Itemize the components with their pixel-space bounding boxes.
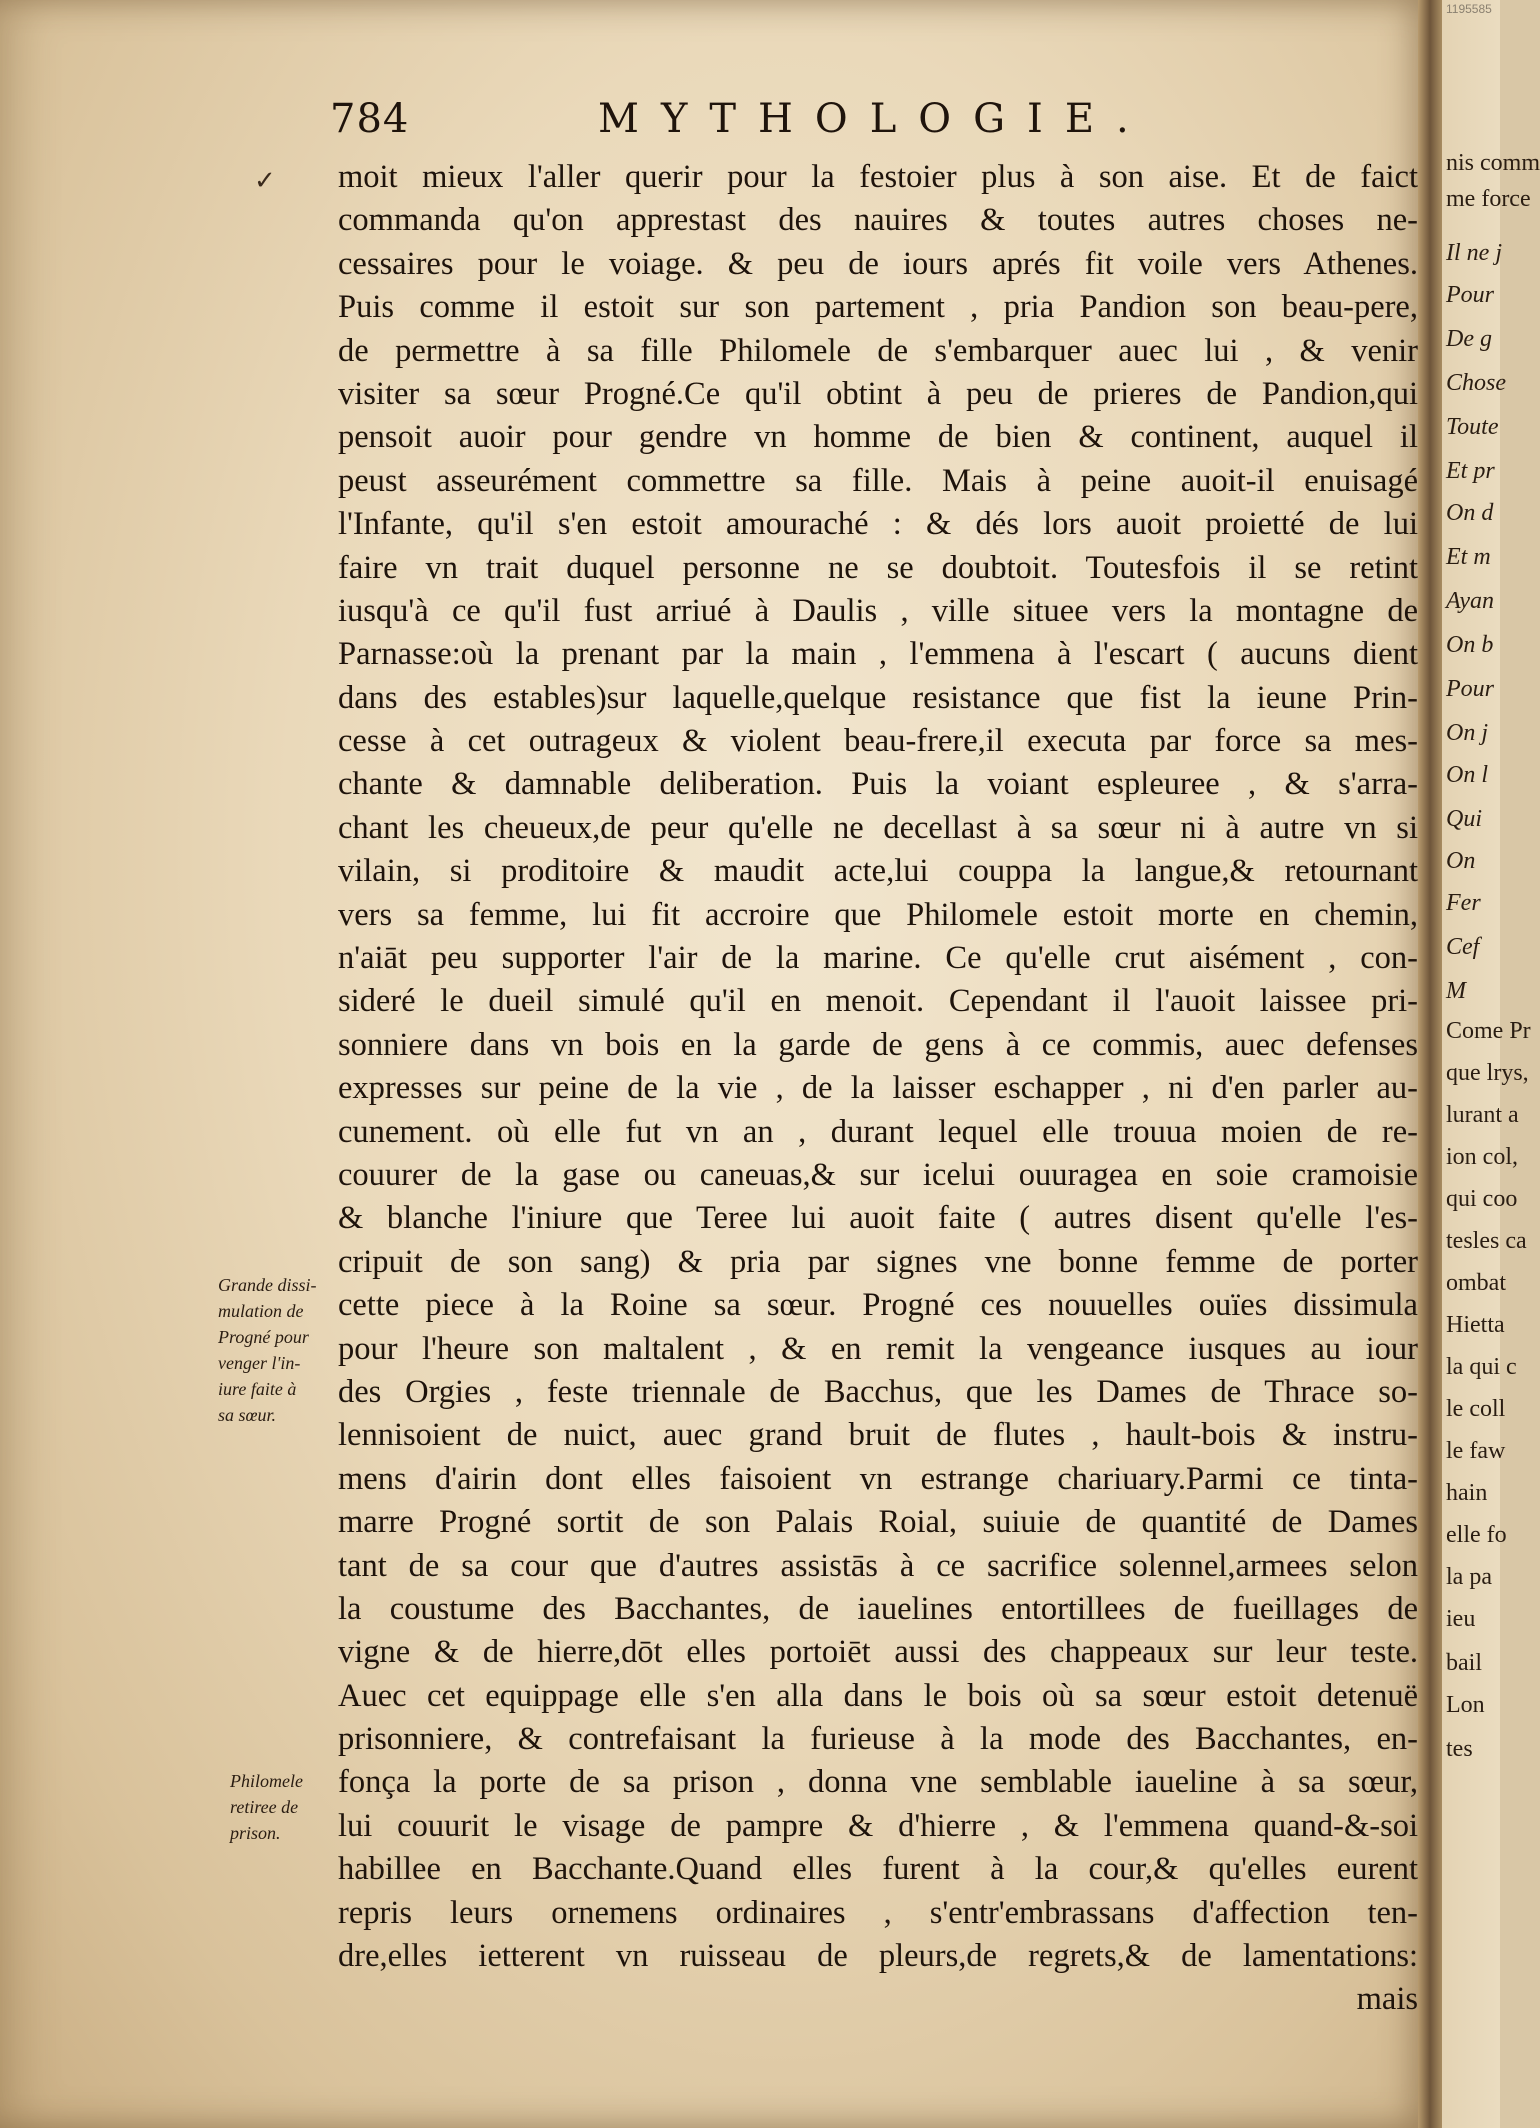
text-line: couurer de la gase ou caneuas,& sur icelui ouuragea en soie cramoisie xyxy=(338,1156,1418,1193)
text-line: pensoit auoir pour gendre vn homme de bien & continent, auquel il xyxy=(338,419,1418,456)
text-line: marre Progné sortit de son Palais Roial, suiuie de quantité de Dames xyxy=(338,1504,1418,1541)
text-line: de permettre à sa fille Philomele de s'embarquer auec lui , & venir xyxy=(338,332,1418,369)
text-line: faire vn trait duquel personne ne se doubtoit. Toutesfois il se retint xyxy=(338,549,1418,586)
text-line: dre,elles ietterent vn ruisseau de pleurs,de regrets,& de lamentations: xyxy=(338,1938,1418,1975)
text-line: prisonniere, & contrefaisant la furieuse à la mode des Bacchantes, en- xyxy=(338,1721,1418,1758)
facing-page-fragment: la pa xyxy=(1446,1564,1492,1590)
text-line: Puis comme il estoit sur son partement , pria Pandion son beau-pere, xyxy=(338,289,1418,326)
body-text xyxy=(338,156,1418,2022)
text-line: & blanche l'iniure que Teree lui auoit faite ( autres disent qu'elle l'es- xyxy=(338,1200,1418,1237)
facing-page-fragment: elle fo xyxy=(1446,1522,1507,1548)
margin-note-line: venger l'in- xyxy=(218,1353,301,1373)
text-line: n'aiāt peu supporter l'air de la marine. Ce qu'elle crut aisément , con- xyxy=(338,940,1418,977)
facing-page-fragment: Toute xyxy=(1446,414,1499,440)
text-line: vigne & de hierre,dōt elles portoiēt aussi des chappeaux sur leur teste. xyxy=(338,1634,1418,1671)
facing-page-edge xyxy=(1442,0,1540,2128)
facing-page-fragment: bail xyxy=(1446,1650,1482,1676)
facing-page-fragment: tes xyxy=(1446,1736,1473,1762)
text-line: cesse à cet outrageux & violent beau-frere,il executa par force sa mes- xyxy=(338,723,1418,760)
facing-page-fragment: hain xyxy=(1446,1480,1488,1506)
facing-page-fragment: Et pr xyxy=(1446,458,1495,484)
margin-note-line: retiree de xyxy=(230,1797,299,1817)
margin-note-progne xyxy=(218,1272,317,1428)
text-line: sideré le dueil simulé qu'il en menoit. Cependant il l'auoit laissee pri- xyxy=(338,983,1418,1020)
facing-page-fragment: Cef xyxy=(1446,934,1480,960)
text-line: vers sa femme, lui fit accroire que Philomele estoit morte en chemin, xyxy=(338,896,1418,933)
text-line: lennisoient de nuict, auec grand bruit de flutes , hault-bois & instru- xyxy=(338,1417,1418,1454)
text-line: peust asseurément commettre sa fille. Mais à peine auoit-il enuisagé xyxy=(338,462,1418,499)
margin-note-line: sa sœur. xyxy=(218,1405,277,1425)
scan-id: 1195585 xyxy=(1446,2,1492,16)
page-header xyxy=(330,96,1160,146)
text-line: fonça la porte de sa prison , donna vne semblable iaueline à sa sœur, xyxy=(338,1764,1418,1801)
facing-page-fragment: Hietta xyxy=(1446,1312,1505,1338)
facing-page-fragment: ion col, xyxy=(1446,1144,1518,1170)
margin-note-line: Progné pour xyxy=(218,1327,309,1347)
margin-note-line: mulation de xyxy=(218,1301,304,1321)
facing-page-fragment: que lrys, xyxy=(1446,1060,1529,1086)
page-number: 784 xyxy=(330,96,410,142)
text-line: expresses sur peine de la vie , de la laisser eschapper , ni d'en parler au- xyxy=(338,1070,1418,1107)
facing-page-fragment: Et m xyxy=(1446,544,1491,570)
text-line: l'Infante, qu'il s'en estoit amouraché : & dés lors auoit proietté de lui xyxy=(338,506,1418,543)
facing-page-fragment: nis comm xyxy=(1446,150,1540,176)
text-line: chant les cheueux,de peur qu'elle ne decellast à sa sœur ni à autre vn si xyxy=(338,809,1418,846)
text-line: dans des estables)sur laquelle,quelque resistance que fist la ieune Prin- xyxy=(338,679,1418,716)
text-line: pour l'heure son maltalent , & en remit la vengeance iusques au iour xyxy=(338,1330,1418,1367)
facing-page-fragment: me force xyxy=(1446,186,1531,212)
facing-page-fragment: On l xyxy=(1446,762,1488,788)
text-line: des Orgies , feste triennale de Bacchus, que les Dames de Thrace so- xyxy=(338,1373,1418,1410)
text-line: commanda qu'on apprestast des nauires & toutes autres choses ne- xyxy=(338,202,1418,239)
text-line: tant de sa cour que d'autres assistās à ce sacrifice solennel,armees selon xyxy=(338,1547,1418,1584)
running-title: MYTHOLOGIE. xyxy=(598,96,1151,142)
margin-note-line: iure faite à xyxy=(218,1379,297,1399)
facing-page-fragment: Pour xyxy=(1446,676,1494,702)
facing-page-fragment: On d xyxy=(1446,500,1494,526)
facing-page-fragment: Chose xyxy=(1446,370,1506,396)
facing-page-fragment: Pour xyxy=(1446,282,1494,308)
text-line: habillee en Bacchante.Quand elles furent à la cour,& qu'elles eurent xyxy=(338,1851,1418,1888)
text-line: Parnasse:où la prenant par la main , l'emmena à l'escart ( aucuns dient xyxy=(338,636,1418,673)
facing-page-fragment: ombat xyxy=(1446,1270,1506,1296)
text-line: moit mieux l'aller querir pour la festoier plus à son aise. Et de faict xyxy=(338,159,1418,195)
text-line: lui couurit le visage de pampre & d'hierre , & l'emmena quand-&-soi xyxy=(338,1807,1418,1844)
facing-page-fragment: On j xyxy=(1446,720,1488,746)
text-line: cette piece à la Roine sa sœur. Progné ces nouuelles ouïes dissimula xyxy=(338,1287,1418,1324)
text-line: Auec cet equippage elle s'en alla dans le bois où sa sœur estoit detenuë xyxy=(338,1677,1418,1714)
facing-page-fragment: Il ne j xyxy=(1446,240,1502,266)
facing-page-fragment: Qui xyxy=(1446,806,1482,832)
facing-page-fragment: De g xyxy=(1446,326,1492,352)
margin-note-line: Philomele xyxy=(230,1771,303,1791)
text-line: visiter sa sœur Progné.Ce qu'il obtint à peu de prieres de Pandion,qui xyxy=(338,375,1418,412)
facing-page-fragment: ieu xyxy=(1446,1606,1476,1632)
facing-page-fragment: M xyxy=(1446,978,1466,1004)
text-line: cessaires pour le voiage. & peu de iours aprés fit voile vers Athenes. xyxy=(338,245,1418,282)
text-line: mais xyxy=(1356,1981,1418,2018)
facing-page-fragment: qui coo xyxy=(1446,1186,1518,1212)
facing-page-fragment: On b xyxy=(1446,632,1494,658)
facing-page-fragment: la qui c xyxy=(1446,1354,1517,1380)
text-line: cunement. où elle fut vn an , durant lequel elle trouua moien de re- xyxy=(338,1113,1418,1150)
facing-page-fragment: Ayan xyxy=(1446,588,1494,614)
facing-page-fragment: le faw xyxy=(1446,1438,1506,1464)
facing-page-fragment: Lon xyxy=(1446,1692,1485,1718)
facing-page-fragment: le coll xyxy=(1446,1396,1506,1422)
facing-page-fragment: lurant a xyxy=(1446,1102,1519,1128)
facing-page-fragment: tesles ca xyxy=(1446,1228,1527,1254)
margin-note-philomele xyxy=(230,1768,303,1846)
facing-page-fragment: On xyxy=(1446,848,1476,874)
margin-note-line: Grande dissi- xyxy=(218,1275,317,1295)
facing-page-fragment: Fer xyxy=(1446,890,1481,916)
text-line: vilain, si proditoire & maudit acte,lui couppa la langue,& retournant xyxy=(338,853,1418,890)
book-gutter xyxy=(1418,0,1442,2128)
text-line: mens d'airin dont elles faisoient vn estrange chariuary.Parmi ce tinta- xyxy=(338,1460,1418,1497)
text-line: la coustume des Bacchantes, de iauelines entortillees de fueillages de xyxy=(338,1590,1418,1627)
facing-page-fragment: Come Pr xyxy=(1446,1018,1531,1044)
text-line: chante & damnable deliberation. Puis la voiant espleuree , & s'arra- xyxy=(338,766,1418,803)
margin-note-line: prison. xyxy=(230,1823,281,1843)
text-line: repris leurs ornemens ordinaires , s'entr'embrassans d'affection ten- xyxy=(338,1894,1418,1931)
text-line: sonniere dans vn bois en la garde de gens à ce commis, auec defenses xyxy=(338,1026,1418,1063)
margin-tick-mark: ✓ xyxy=(254,166,276,196)
text-line: cripuit de son sang) & pria par signes vne bonne femme de porter xyxy=(338,1243,1418,1280)
text-line: iusqu'à ce qu'il fust arriué à Daulis , ville situee vers la montagne de xyxy=(338,592,1418,629)
